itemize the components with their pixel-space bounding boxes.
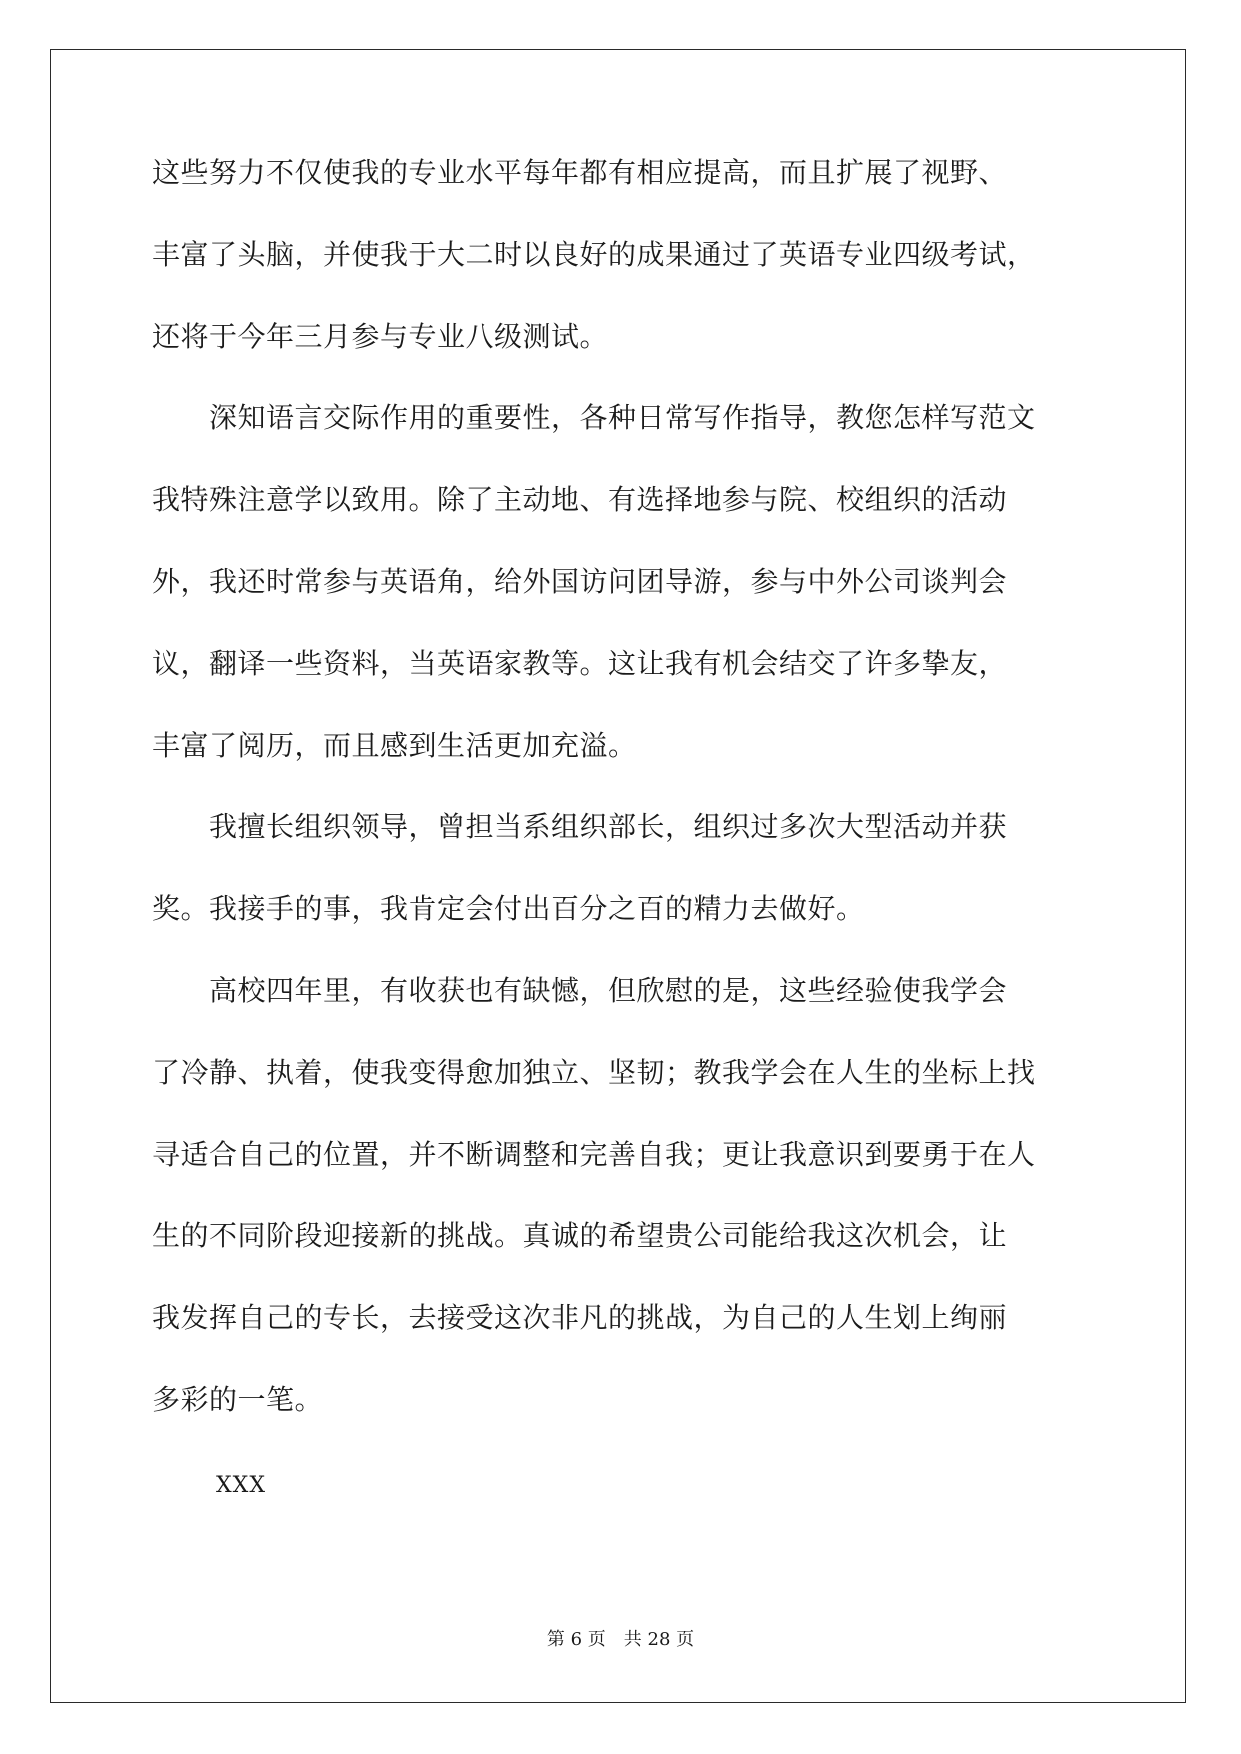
text-line: 高校四年里，有收获也有缺憾，但欣慰的是，这些经验使我学会 [152,973,1008,1007]
text-line: 多彩的一笔。 [152,1382,324,1416]
text-line: 我发挥自己的专长，去接受这次非凡的挑战，为自己的人生划上绚丽 [152,1301,1008,1335]
document-body [152,158,1112,1467]
text-line: 我特殊注意学以致用。除了主动地、有选择地参与院、校组织的活动 [152,483,1008,517]
text-line: 奖。我接手的事，我肯定会付出百分之百的精力去做好。 [152,892,865,926]
text-line: 寻适合自己的位置，并不断调整和完善自我；更让我意识到要勇于在人 [152,1137,1036,1171]
text-line: 议，翻译一些资料，当英语家教等。这让我有机会结交了许多挚友， [152,646,1008,680]
text-line: 丰富了阅历，而且感到生活更加充溢。 [152,728,637,762]
text-line: 生的不同阶段迎接新的挑战。真诚的希望贵公司能给我这次机会，让 [152,1219,1008,1253]
text-line: 还将于今年三月参与专业八级测试。 [152,319,609,353]
text-line: 我擅长组织领导，曾担当系组织部长，组织过多次大型活动并获 [152,810,1008,844]
text-line: 这些努力不仅使我的专业水平每年都有相应提高，而且扩展了视野、 [152,156,1008,189]
text-line: 了冷静、执着，使我变得愈加独立、坚韧；教我学会在人生的坐标上找 [152,1055,1036,1089]
signature: XXX [216,1473,266,1498]
text-line: 丰富了头脑，并使我于大二时以良好的成果通过了英语专业四级考试， [152,237,1036,271]
text-line: 外，我还时常参与英语角，给外国访问团导游，参与中外公司谈判会 [152,564,1008,598]
text-line: 深知语言交际作用的重要性，各种日常写作指导，教您怎样写范文 [152,401,1036,435]
page-number-footer: 第 6 页 共 28 页 [546,1629,695,1650]
